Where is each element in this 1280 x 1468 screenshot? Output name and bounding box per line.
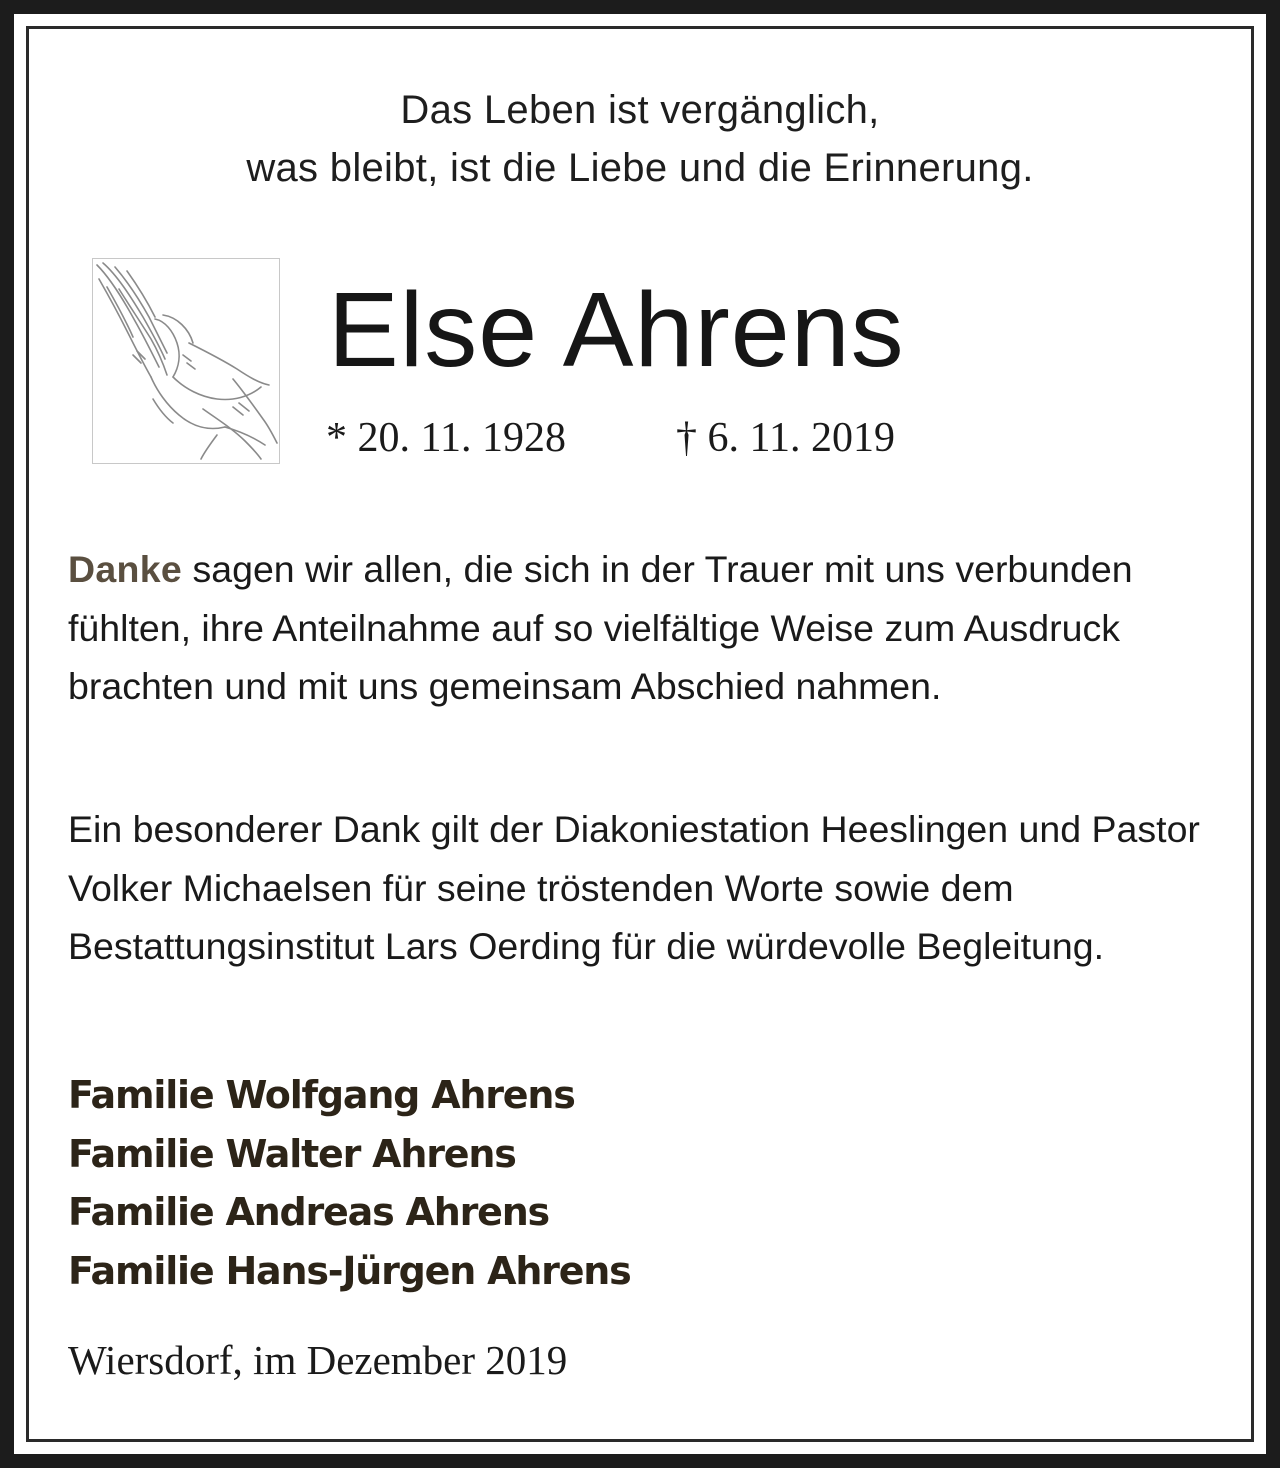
family-name: Familie Hans-Jürgen Ahrens [68, 1248, 631, 1293]
birth-date: * 20. 11. 1928 [326, 415, 566, 461]
family-name: Familie Walter Ahrens [68, 1131, 516, 1176]
special-thanks-paragraph: Ein besonderer Dank gilt der Diakoniestation Heeslingen und Pastor Volker Michaelsen für seine tröstenden Worte sowie dem Bestattungsinstitut Lars Oerding für die würdevolle Begleitung. [68, 808, 1200, 967]
praying-hands-icon [92, 258, 280, 464]
deceased-name: Else Ahrens [328, 271, 905, 389]
motto-line-2: was bleibt, ist die Liebe und die Erinnerung. [246, 146, 1034, 190]
danke-word: Danke [68, 548, 183, 590]
thanks-paragraph [68, 540, 1228, 716]
family-list [68, 1066, 631, 1300]
thanks-paragraph-text: sagen wir allen, die sich in der Trauer mit uns verbunden fühlten, ihre Anteilnahme auf so vielfältige Weise zum Ausdruck brachten und mit uns gemeinsam Abschied nahmen. [68, 548, 1133, 707]
family-name: Familie Andreas Ahrens [68, 1190, 549, 1234]
family-name: Familie Wolfgang Ahrens [68, 1073, 575, 1117]
death-date: † 6. 11. 2019 [676, 415, 895, 461]
place-and-date: Wiersdorf, im Dezember 2019 [68, 1337, 568, 1383]
motto-line-1: Das Leben ist vergänglich, [400, 88, 880, 132]
